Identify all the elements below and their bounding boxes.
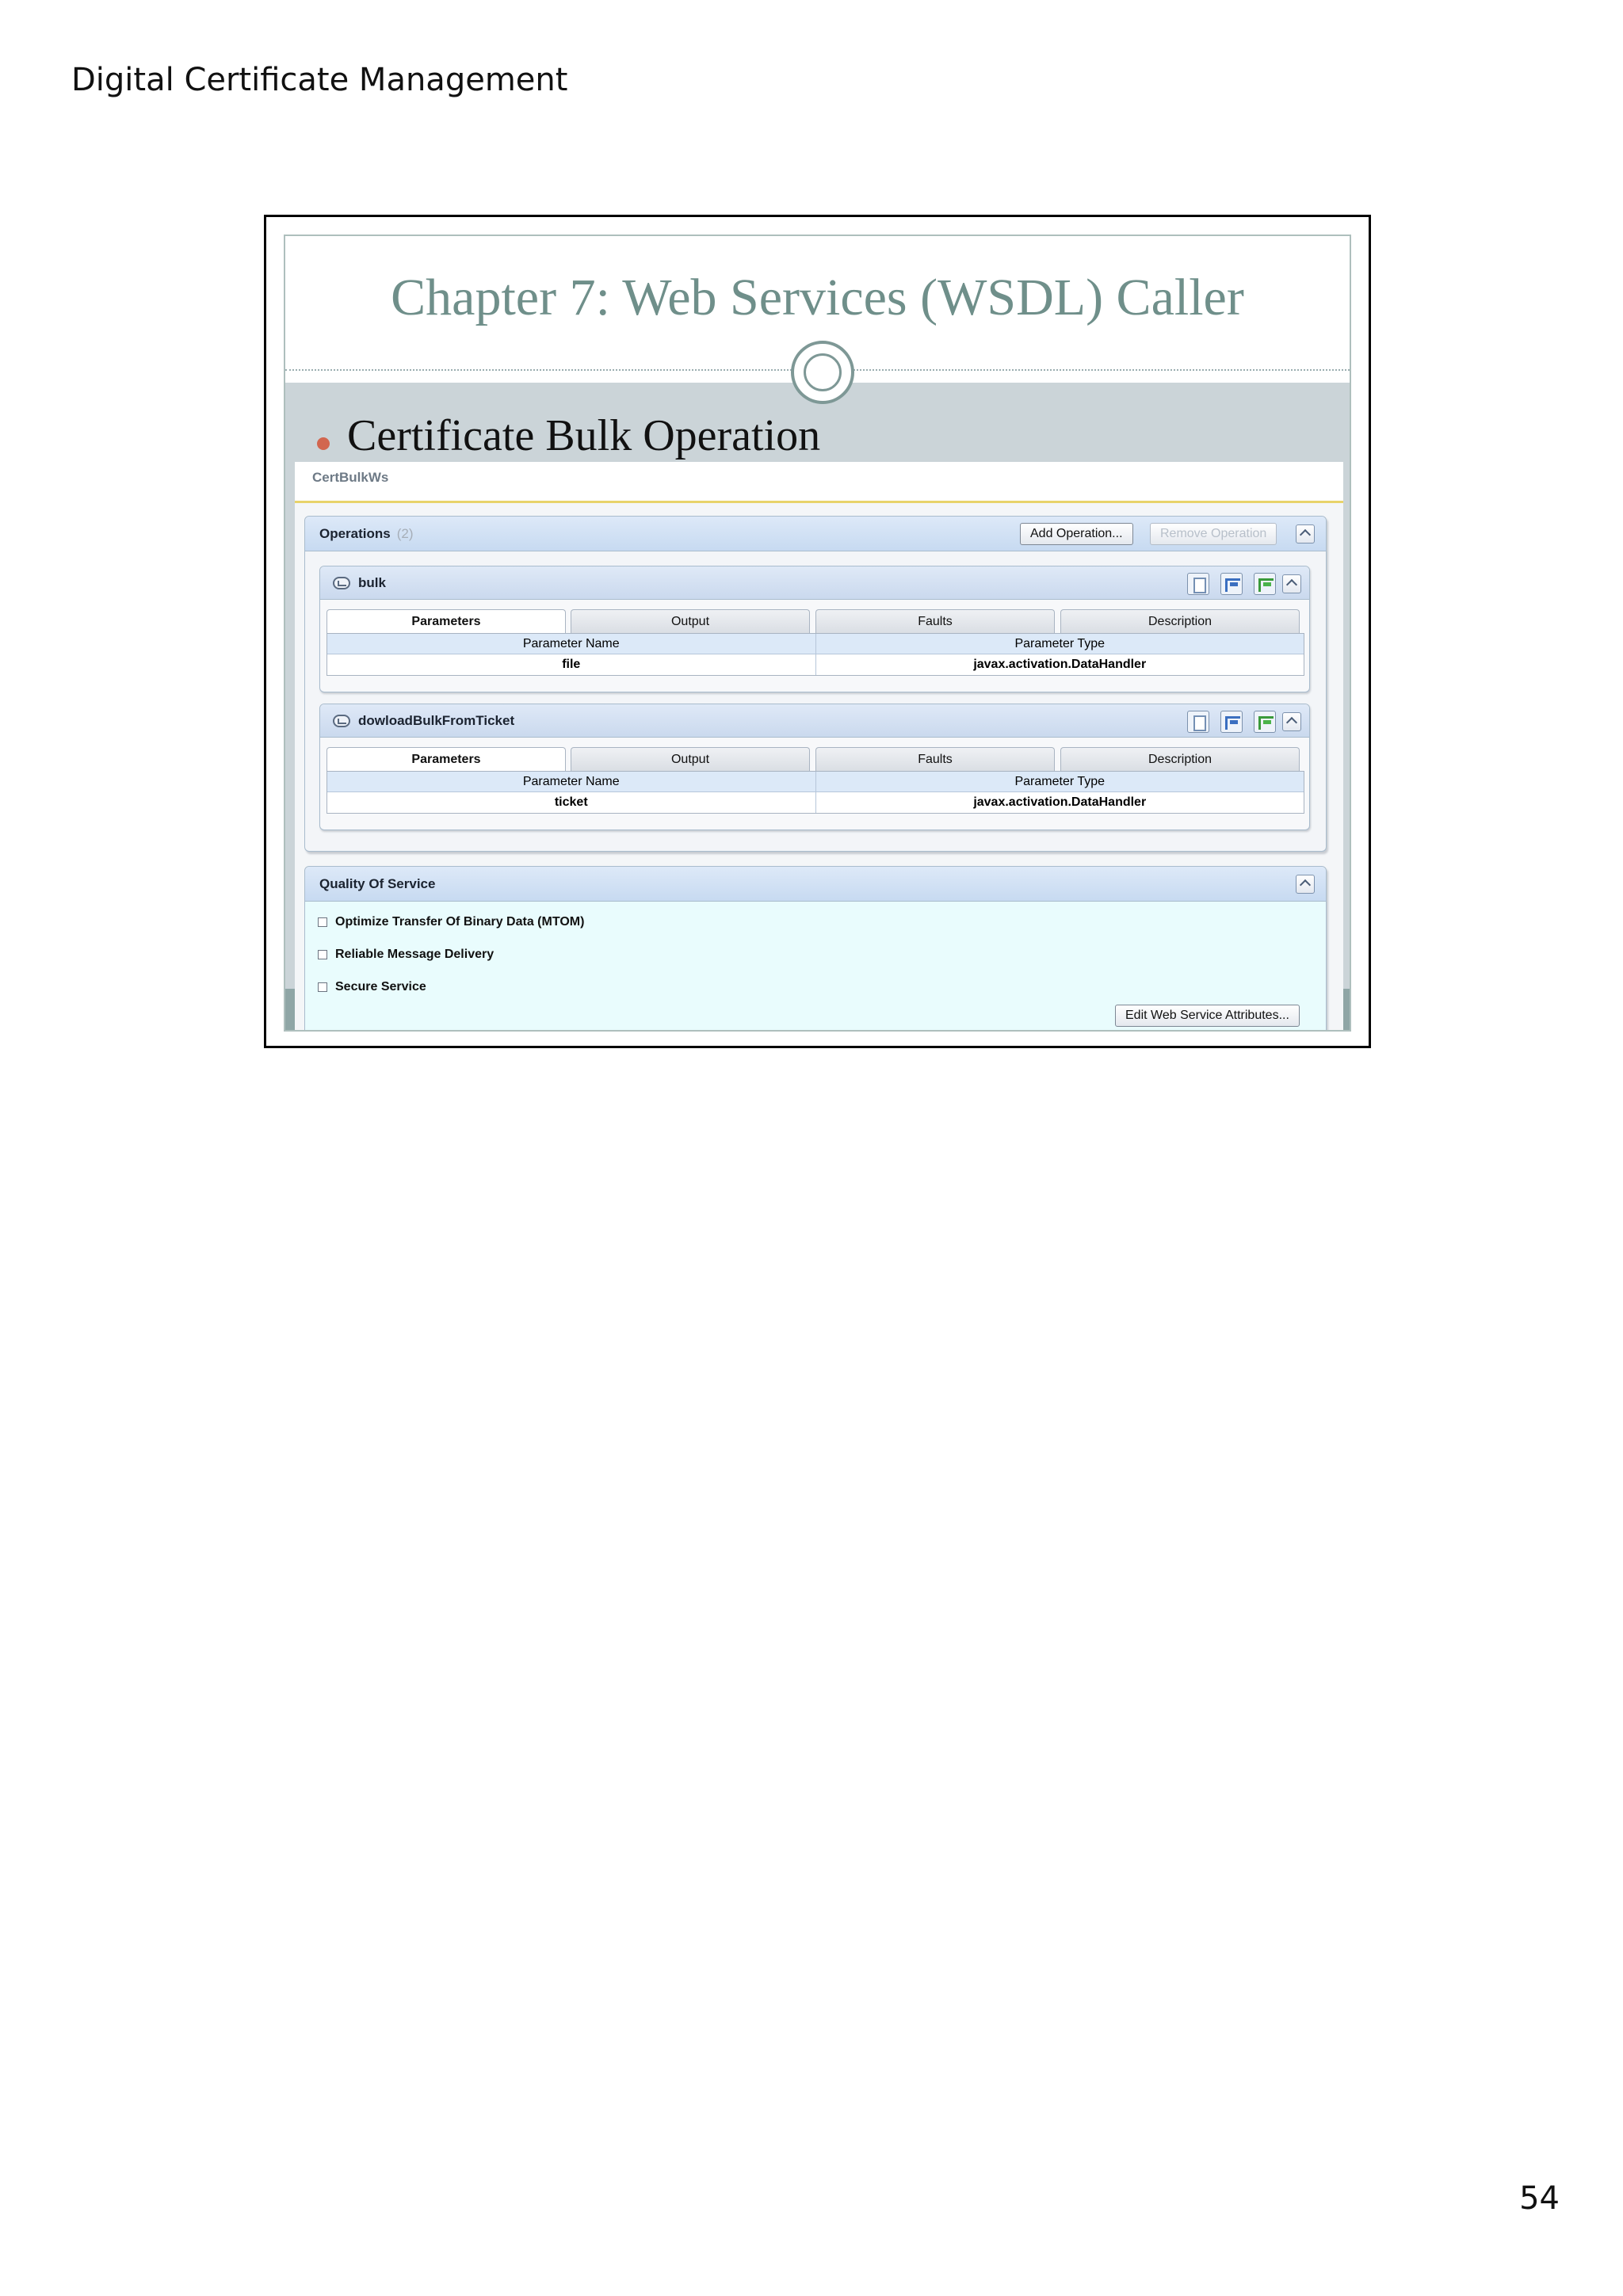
qos-collapse-button[interactable]	[1296, 875, 1315, 894]
operations-count: (2)	[396, 526, 414, 541]
slide-frame	[264, 215, 1371, 1048]
operation-header	[320, 566, 1309, 600]
schema-tree-icon[interactable]	[1220, 711, 1243, 733]
tab-faults[interactable]: Faults	[815, 609, 1055, 633]
qos-option-secure[interactable]	[318, 978, 426, 997]
table-header	[327, 634, 1304, 654]
parameter-type-cell: javax.activation.DataHandler	[815, 792, 1304, 813]
operations-collapse-button[interactable]	[1296, 524, 1315, 543]
add-tree-icon[interactable]	[1254, 573, 1276, 595]
qos-title: Quality Of Service	[319, 876, 436, 891]
document-icon[interactable]	[1187, 573, 1209, 595]
qos-body	[305, 902, 1326, 1032]
screenshot-app	[295, 462, 1343, 1032]
page-number: 54	[1519, 2180, 1560, 2217]
qos-option-reliable[interactable]	[318, 945, 494, 964]
parameter-name-cell: file	[562, 658, 581, 671]
operation-bulk	[319, 566, 1310, 692]
operations-panel-header	[305, 517, 1326, 551]
slide-title: Chapter 7: Web Services (WSDL) Caller	[391, 269, 1244, 326]
slide	[284, 235, 1351, 1032]
edit-web-service-attributes-button[interactable]: Edit Web Service Attributes...	[1115, 1005, 1300, 1027]
tab-parameters[interactable]: Parameters	[327, 747, 566, 772]
parameters-table	[327, 771, 1304, 814]
mtom-label: Optimize Transfer Of Binary Data (MTOM)	[335, 915, 585, 929]
operations-panel	[304, 516, 1327, 852]
tab-faults[interactable]: Faults	[815, 747, 1055, 771]
secure-label: Secure Service	[335, 980, 426, 994]
slide-side-strip-left	[285, 989, 295, 1032]
table-row[interactable]	[327, 654, 1304, 675]
tab-parameters[interactable]: Parameters	[327, 609, 566, 635]
operation-icon	[333, 715, 350, 727]
operations-title	[319, 526, 414, 542]
document-icon[interactable]	[1187, 711, 1209, 733]
reliable-checkbox[interactable]	[318, 950, 327, 959]
title-ornament-icon	[791, 341, 854, 404]
operation-collapse-button[interactable]	[1282, 712, 1301, 731]
operation-tabs	[327, 609, 1304, 633]
tab-description[interactable]: Description	[1060, 747, 1300, 771]
secure-checkbox[interactable]	[318, 982, 327, 992]
operation-header	[320, 704, 1309, 738]
column-parameter-type: Parameter Type	[815, 634, 1304, 654]
column-parameter-name: Parameter Name	[522, 637, 620, 650]
bullet-icon	[317, 437, 330, 450]
qos-option-mtom[interactable]	[318, 913, 584, 932]
add-tree-icon[interactable]	[1254, 711, 1276, 733]
operations-label: Operations	[319, 526, 391, 541]
table-row[interactable]	[327, 792, 1304, 813]
operation-tabs	[327, 747, 1304, 771]
operation-collapse-button[interactable]	[1282, 574, 1301, 593]
operation-name: bulk	[358, 575, 386, 590]
tab-output[interactable]: Output	[571, 609, 810, 633]
parameters-table	[327, 633, 1304, 676]
tab-description[interactable]: Description	[1060, 609, 1300, 633]
parameter-type-cell: javax.activation.DataHandler	[815, 654, 1304, 675]
operation-icon	[333, 577, 350, 589]
column-parameter-type: Parameter Type	[815, 772, 1304, 791]
tab-output[interactable]: Output	[571, 747, 810, 771]
qos-panel	[304, 866, 1327, 1032]
remove-operation-button[interactable]: Remove Operation	[1150, 523, 1277, 545]
parameter-name-cell: ticket	[554, 795, 588, 809]
document-header: Digital Certificate Management	[71, 62, 568, 98]
operation-dowloadbulkfromticket	[319, 704, 1310, 830]
add-operation-button[interactable]: Add Operation...	[1020, 523, 1133, 545]
slide-bullet: Certificate Bulk Operation	[347, 411, 821, 460]
reliable-label: Reliable Message Delivery	[335, 948, 495, 961]
schema-tree-icon[interactable]	[1220, 573, 1243, 595]
operation-name: dowloadBulkFromTicket	[358, 713, 515, 728]
mtom-checkbox[interactable]	[318, 917, 327, 927]
table-header	[327, 772, 1304, 792]
column-parameter-name: Parameter Name	[522, 775, 620, 788]
qos-panel-header	[305, 867, 1326, 902]
app-title: CertBulkWs	[295, 462, 1343, 503]
title-ornament-inner	[804, 353, 842, 391]
